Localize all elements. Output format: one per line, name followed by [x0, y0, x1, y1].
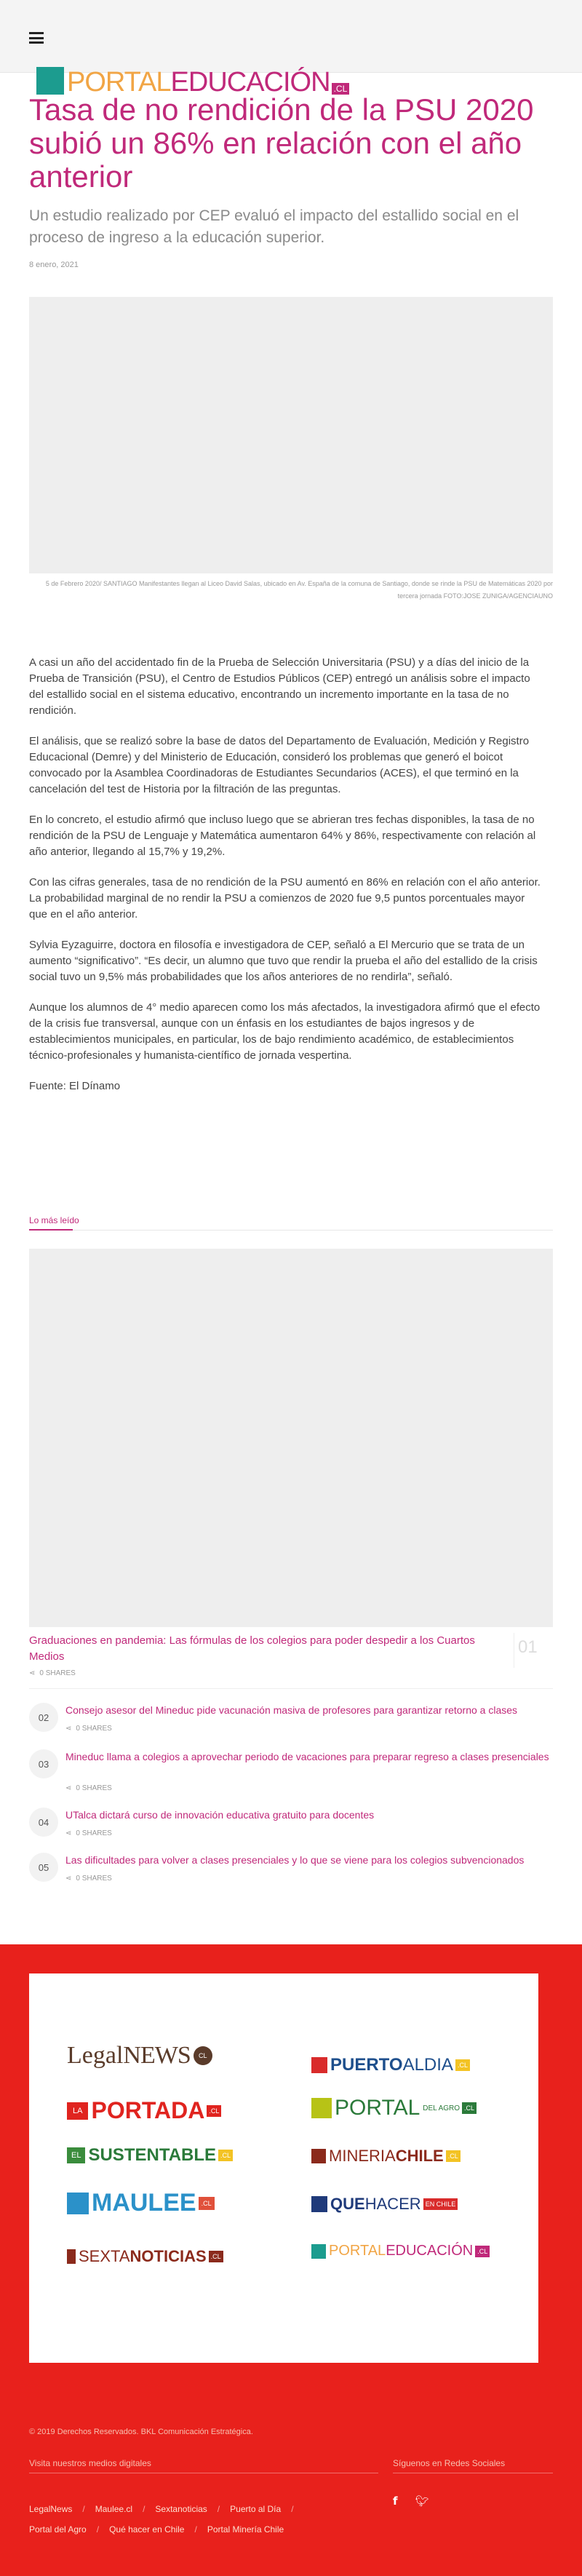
site-footer	[0, 1944, 582, 2576]
brand-logo-maulee[interactable]	[67, 2189, 215, 2217]
footer-link-portaldelagro[interactable]: Portal del Agro	[29, 2524, 87, 2535]
brand-text: CHILE	[395, 2147, 444, 2165]
brand-text: QUE	[330, 2195, 365, 2213]
brand-text: MAULEE	[92, 2189, 196, 2217]
share-icon: ⋖	[65, 1875, 72, 1883]
brand-suffix: EN CHILE	[423, 2198, 458, 2210]
featured-shares	[29, 1669, 76, 1677]
brand-text: EDUCACIÓN	[386, 2243, 474, 2259]
brand-text: PORTADA	[91, 2097, 205, 2123]
article-source: Fuente: El Dínamo	[29, 1080, 121, 1092]
article-subtitle: Un estudio realizado por CEP evaluó el impacto del estallido social en el proceso de ingreso a la educación superior.	[29, 207, 519, 246]
brand-suffix: .CL	[455, 2059, 470, 2071]
logo-text	[67, 67, 330, 98]
social-links	[393, 2494, 444, 2508]
list-item-title[interactable]: Las dificultades para volver a clases presenciales y lo que se viene para los colegios subvencionados	[65, 1854, 525, 1866]
brand-text: LA	[67, 2102, 88, 2120]
shares-count: 0 SHARES	[76, 1875, 112, 1883]
featured-image[interactable]	[29, 1249, 553, 1627]
brand-text: ALDIA	[402, 2055, 453, 2075]
follow-heading: Síguenos en Redes Sociales	[393, 2458, 506, 2468]
paragraph: Sylvia Eyzaguirre, doctora en filosofía e investigadora de CEP, señaló a El Mercurio que se trata de un aumento “significativo”. “Es decir, un alumno que tuvo que rendir la prueba el año del estallido de la crisis social tuvo un 9,5% más probabilidades que los años anteriores de no rendirla”, señaló.	[29, 939, 538, 983]
logo-square	[36, 67, 64, 95]
shares-count: 0 SHARES	[76, 1784, 112, 1792]
footer-link-sextanoticias[interactable]: Sextanoticias	[155, 2504, 207, 2514]
logo-part-portal: PORTAL	[67, 67, 171, 98]
share-icon: ⋖	[65, 1829, 72, 1837]
brand-square	[67, 2249, 76, 2264]
paragraph: Aunque los alumnos de 4° medio aparecen como los más afectados, la investigadora afirmó que el efecto de la crisis fue transversal, aunque con un énfasis en los estudiantes de bajos ingresos y de establecimientos municipales, en particular, los de bajo rendimiento académico, de establecimientos técnico-profesionales y humanista-científico de jornada vespertina.	[29, 1001, 541, 1062]
rank-number: 05	[29, 1853, 58, 1882]
brand-logo-portaldelagro[interactable]	[311, 2096, 477, 2120]
brand-square	[311, 2196, 327, 2212]
brand-logo-quehacerenchile[interactable]	[311, 2195, 458, 2214]
brand-text: DEL AGRO	[423, 2104, 461, 2112]
footer-links: LegalNews / Maulee.cl / Sextanoticias / Puerto al Día / Portal del Agro / Qué hacer en Chile / Portal Minería Chile	[29, 2504, 294, 2535]
brand-logo-sextanoticias[interactable]	[67, 2247, 223, 2266]
brand-text: Legal	[67, 2042, 124, 2069]
share-icon: ⋖	[65, 1725, 72, 1733]
brand-text: SUSTENTABLE	[88, 2145, 217, 2165]
brand-logo-puertoaldia[interactable]	[311, 2055, 470, 2075]
list-item-shares	[65, 1725, 112, 1733]
image-caption: 5 de Febrero 2020/ SANTIAGO Manifestantes llegan al Liceo David Salas, ubicado en Av. España de la comuna de Santiago, donde se rinde la PSU de Matemáticas 2020 por tercera jornada FOTO:JOSE ZUNIGA/AGENCIAUNO	[45, 580, 553, 600]
brand-square	[311, 2149, 326, 2163]
brand-square	[311, 2098, 332, 2118]
brand-suffix: .CL	[209, 2251, 223, 2262]
shares-count: 0 SHARES	[76, 1725, 112, 1733]
article-title: Tasa de no rendición de la PSU 2020 subió un 86% en relación con el año anterior	[29, 92, 534, 194]
brand-suffix: .CL	[462, 2102, 477, 2114]
article-date: 8 enero, 2021	[29, 261, 79, 269]
list-item-shares	[65, 1875, 112, 1883]
twitter-icon[interactable]: 🐦︎	[415, 2494, 429, 2508]
brand-suffix: .CL	[446, 2150, 461, 2162]
share-icon: ⋖	[65, 1784, 72, 1792]
hero-image	[29, 297, 553, 573]
paragraph: El análisis, que se realizó sobre la base de datos del Departamento de Evaluación, Medición y Registro Educacional (Demre) y del Ministerio de Educación, consideró los problemas que generó el boicot convocado por la Asamblea Coordinadoras de Estudiantes Secundarios (ACES), el que terminó en la cancelación del test de Historia por la filtración de las preguntas.	[29, 735, 530, 795]
brand-logo-portaleducacion[interactable]	[311, 2243, 490, 2259]
brand-square	[67, 2193, 89, 2214]
site-logo[interactable]	[36, 67, 349, 98]
brand-suffix: CL	[194, 2046, 212, 2065]
list-item-shares	[65, 1829, 112, 1837]
list-item-title[interactable]: Mineduc llama a colegios a aprovechar periodo de vacaciones para preparar regreso a clases presenciales	[65, 1751, 549, 1762]
brand-text: EL	[67, 2147, 85, 2163]
brand-suffix: .CL	[207, 2105, 221, 2117]
footer-link-portalmineriachile[interactable]: Portal Minería Chile	[207, 2524, 284, 2535]
rank-number: 03	[29, 1749, 58, 1778]
shares-count: 0 SHARES	[76, 1829, 112, 1837]
most-read-heading: Lo más leído	[29, 1215, 79, 1225]
most-read-divider	[29, 1230, 553, 1231]
visit-heading: Visita nuestros medios digitales	[29, 2458, 151, 2468]
featured-number: 01	[518, 1637, 538, 1657]
brand-logo-elsustentable[interactable]	[67, 2145, 233, 2166]
brand-logo-legalnews[interactable]	[67, 2042, 212, 2070]
paragraph: En lo concreto, el estudio afirmó que incluso luego que se abrieran tres fechas disponibles, la tasa de no rendición de la PSU de Lenguaje y Matemática aumentaron 64% y 86%, respectivamente con relación al año anterior, llegando al 15,7% y 19,2%.	[29, 814, 536, 858]
rank-number: 04	[29, 1808, 58, 1837]
brand-logo-laportada[interactable]	[67, 2097, 221, 2124]
rank-number: 02	[29, 1703, 58, 1732]
footer-link-quehacerenchile[interactable]: Qué hacer en Chile	[109, 2524, 185, 2535]
brand-suffix: .CL	[199, 2197, 215, 2210]
copyright: © 2019 Derechos Reservados. BKL Comunicación Estratégica.	[29, 2428, 253, 2436]
footer-link-legalnews[interactable]: LegalNews	[29, 2504, 73, 2514]
article-body	[29, 655, 546, 1109]
share-icon: ⋖	[29, 1669, 36, 1677]
brand-text: HACER	[364, 2195, 421, 2213]
top-bar	[0, 0, 582, 73]
paragraph: A casi un año del accidentado fin de la Prueba de Selección Universitaria (PSU) y a días del inicio de la Prueba de Transición (PSU), el Centro de Estudios Públicos (CEP) entregó un análisis sobre el impacto del estallido social en el sistema educativo, encontrando un incremento importante en la tasa de no rendición.	[29, 656, 530, 717]
paragraph: Con las cifras generales, tasa de no rendición de la PSU aumentó en 86% en relación con el año anterior. La probabilidad marginal de no rendir la PSU a comienzos de 2020 fue 9,5 puntos porcentuales mayor que en el año anterior.	[29, 876, 541, 921]
featured-title-link[interactable]: Graduaciones en pandemia: Las fórmulas de los colegios para poder despedir a los Cuartos Medios	[29, 1634, 475, 1663]
brand-text: PUERTO	[330, 2055, 403, 2075]
logo-suffix: .CL	[332, 83, 350, 95]
brand-square	[311, 2244, 326, 2259]
brand-logo-grid	[29, 1973, 538, 2363]
brand-logo-mineriachile[interactable]	[311, 2147, 461, 2166]
brand-text: NOTICIAS	[129, 2247, 207, 2265]
hamburger-icon[interactable]	[29, 32, 44, 44]
shares-count: 0 SHARES	[39, 1669, 76, 1677]
brand-square	[311, 2057, 327, 2073]
brand-text: PORTAL	[329, 2243, 386, 2259]
brand-suffix: .CL	[475, 2246, 490, 2257]
divider	[29, 1688, 553, 1689]
facebook-icon[interactable]: f	[393, 2494, 398, 2508]
brand-text: NEWS	[123, 2042, 191, 2069]
list-item-shares	[65, 1784, 112, 1792]
footer-link-puertoaldia[interactable]: Puerto al Día	[230, 2504, 282, 2514]
brand-text: MINERIA	[329, 2147, 396, 2165]
brand-suffix: .CL	[218, 2150, 233, 2161]
brand-text: PORTAL	[335, 2096, 420, 2120]
list-item-title[interactable]: UTalca dictará curso de innovación educativa gratuito para docentes	[65, 1809, 375, 1821]
logo-part-educacion: EDUCACIÓN	[170, 67, 330, 98]
footer-link-maulee[interactable]: Maulee.cl	[95, 2504, 133, 2514]
list-item-title[interactable]: Consejo asesor del Mineduc pide vacunación masiva de profesores para garantizar retorno a clases	[65, 1704, 518, 1716]
brand-text: SEXTA	[79, 2247, 130, 2265]
